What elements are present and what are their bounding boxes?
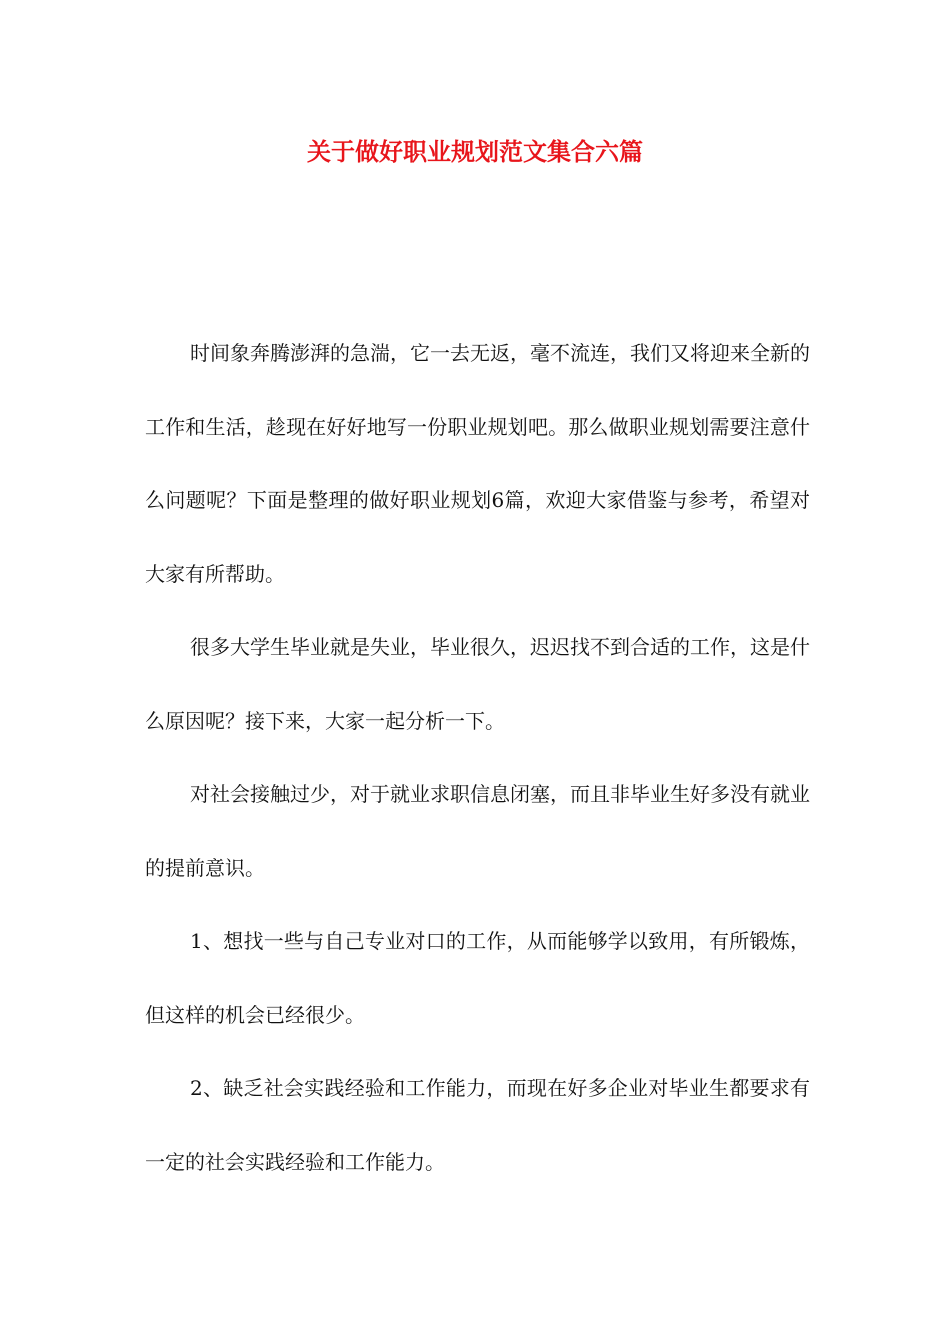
document-title: 关于做好职业规划范文集合六篇	[307, 137, 643, 166]
paragraph-question: 很多大学生毕业就是失业，毕业很久，迟迟找不到合适的工作，这是什么原因呢？接下来，大家一起分析一下。	[145, 635, 810, 733]
paragraph-point-2: 2、缺乏社会实践经验和工作能力，而现在好多企业对毕业生都要求有一定的社会实践经验和工作能力。	[145, 1076, 810, 1174]
paragraph-reason: 对社会接触过少，对于就业求职信息闭塞，而且非毕业生好多没有就业的提前意识。	[145, 782, 810, 880]
paragraph-point-1: 1、想找一些与自己专业对口的工作，从而能够学以致用，有所锻炼，但这样的机会已经很少。	[145, 929, 810, 1027]
paragraph-intro: 时间象奔腾澎湃的急湍，它一去无返，毫不流连，我们又将迎来全新的工作和生活，趁现在好好地写一份职业规划吧。那么做职业规划需要注意什么问题呢？下面是整理的做好职业规划6篇，欢迎大家借鉴与参考，希望对大家有所帮助。	[145, 341, 810, 586]
document-body	[145, 317, 810, 1199]
